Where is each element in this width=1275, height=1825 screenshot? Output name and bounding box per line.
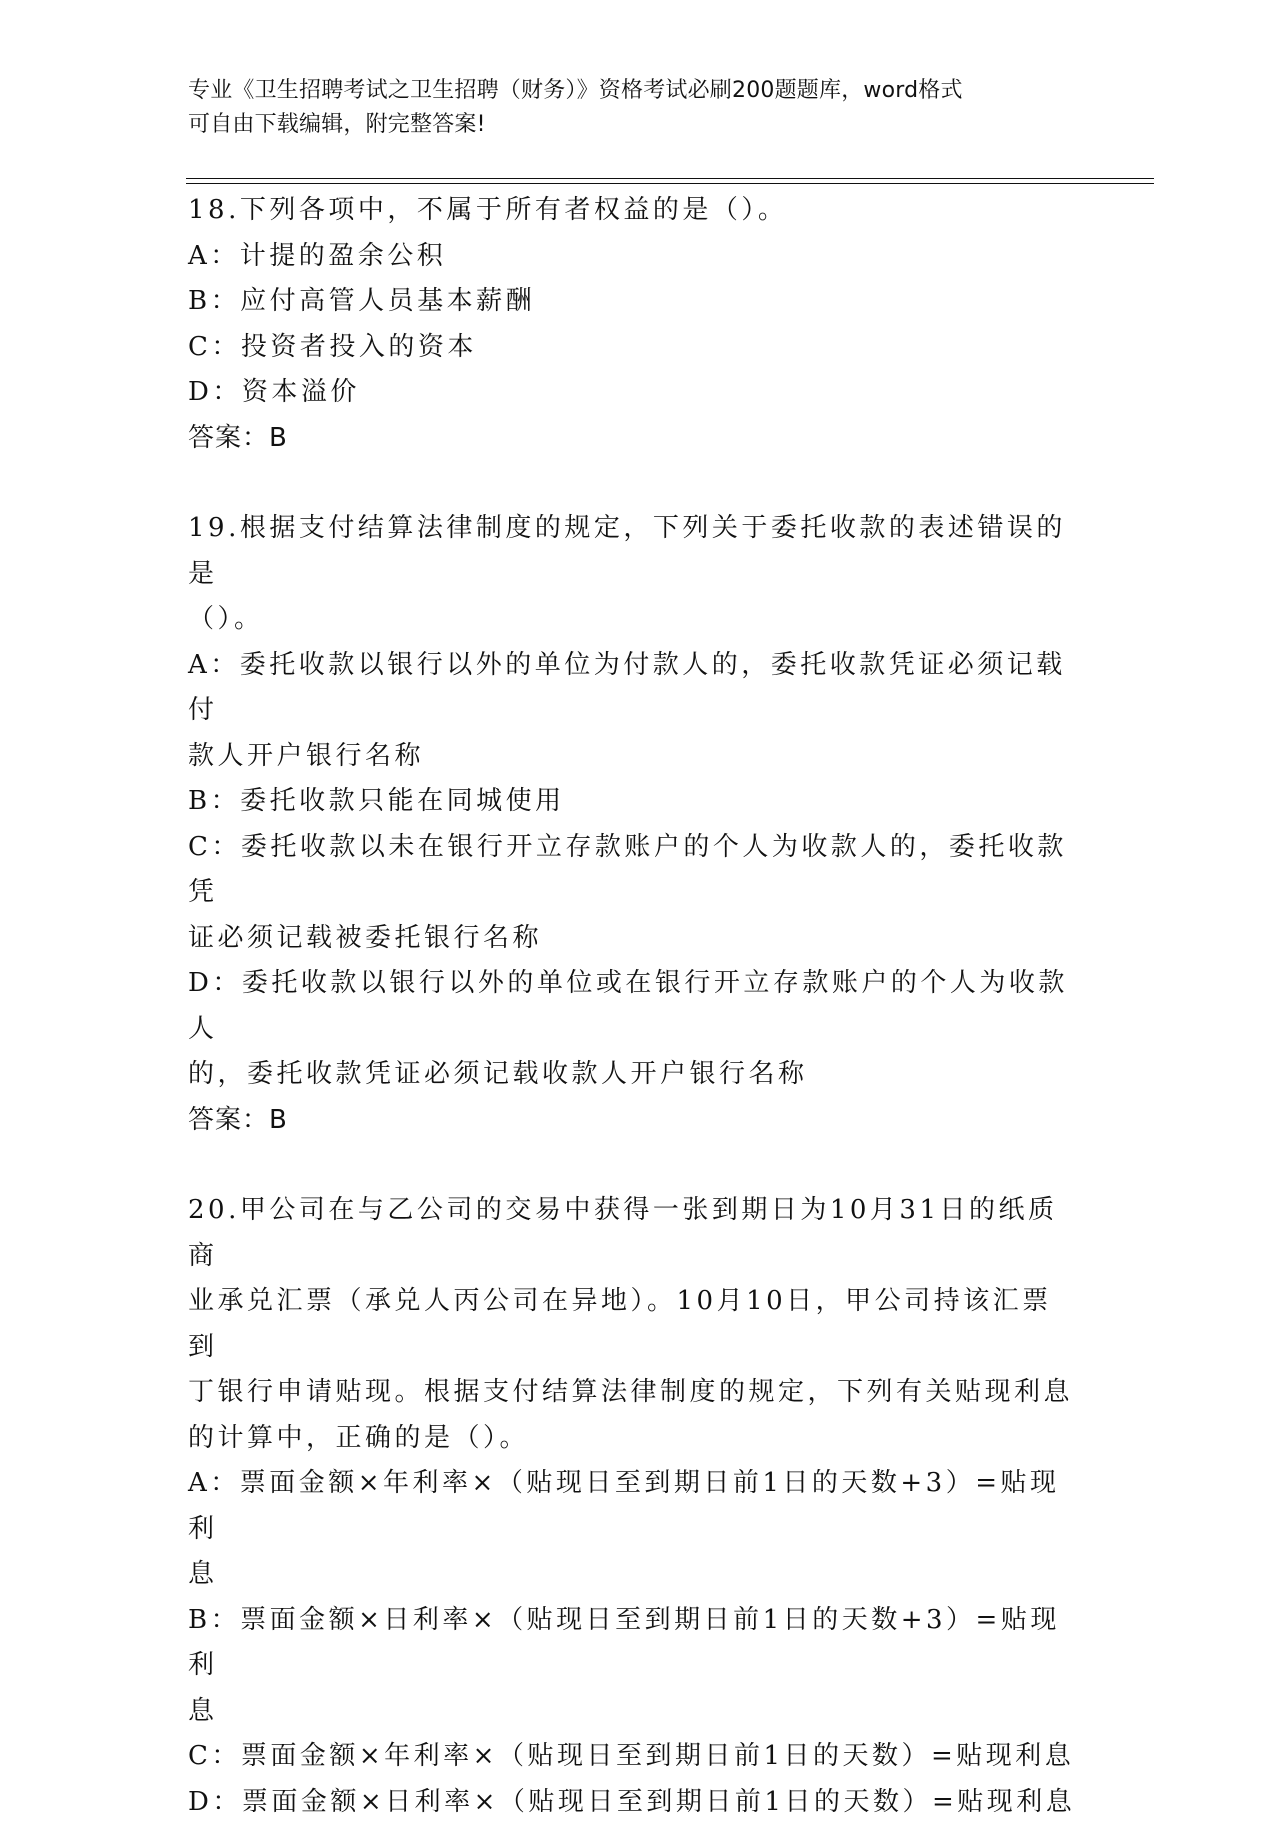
question-list	[188, 188, 1078, 1825]
option-c-line-1: C：委托收款以未在银行开立存款账户的个人为收款人的，委托收款凭	[188, 825, 1078, 916]
document-header	[188, 74, 1068, 142]
question-stem: 18.下列各项中，不属于所有者权益的是（）。	[188, 188, 1078, 234]
option-a-line-2: 款人开户银行名称	[188, 734, 1078, 780]
option-a-line-1: A：票面金额×年利率×（贴现日至到期日前1日的天数+3）=贴现利	[188, 1461, 1078, 1552]
question-20	[188, 1188, 1078, 1825]
option-d-line-1: D：委托收款以银行以外的单位或在银行开立存款账户的个人为收款人	[188, 961, 1078, 1052]
option-d-line-2: 的，委托收款凭证必须记载收款人开户银行名称	[188, 1052, 1078, 1098]
option-a-line-1: A：委托收款以银行以外的单位为付款人的，委托收款凭证必须记载付	[188, 643, 1078, 734]
question-stem-line-1: 20.甲公司在与乙公司的交易中获得一张到期日为10月31日的纸质商	[188, 1188, 1078, 1279]
question-18	[188, 188, 1078, 461]
header-line-2: 可自由下载编辑，附完整答案!	[188, 108, 1068, 142]
answer-line: 答案：B	[188, 416, 1078, 462]
option-c: C：投资者投入的资本	[188, 325, 1078, 371]
option-c-line-2: 证必须记载被委托银行名称	[188, 916, 1078, 962]
option-c: C：票面金额×年利率×（贴现日至到期日前1日的天数）=贴现利息	[188, 1734, 1078, 1780]
option-a: A：计提的盈余公积	[188, 234, 1078, 280]
option-b-line-1: B：票面金额×日利率×（贴现日至到期日前1日的天数+3）=贴现利	[188, 1598, 1078, 1689]
question-19	[188, 506, 1078, 1143]
option-a-line-2: 息	[188, 1552, 1078, 1598]
question-stem-line-2: 业承兑汇票（承兑人丙公司在异地）。10月10日，甲公司持该汇票到	[188, 1279, 1078, 1370]
header-divider-bottom	[186, 183, 1154, 184]
option-b: B：委托收款只能在同城使用	[188, 779, 1078, 825]
option-b-line-2: 息	[188, 1689, 1078, 1735]
question-stem-line-1: 19.根据支付结算法律制度的规定，下列关于委托收款的表述错误的是	[188, 506, 1078, 597]
header-line-1: 专业《卫生招聘考试之卫生招聘（财务）》资格考试必刷200题题库，word格式	[188, 74, 1068, 108]
header-divider-top	[186, 178, 1154, 179]
option-d: D：票面金额×日利率×（贴现日至到期日前1日的天数）=贴现利息	[188, 1780, 1078, 1825]
question-stem-line-2: （）。	[188, 597, 1078, 643]
question-stem-line-3: 丁银行申请贴现。根据支付结算法律制度的规定，下列有关贴现利息	[188, 1370, 1078, 1416]
option-b: B：应付高管人员基本薪酬	[188, 279, 1078, 325]
option-d: D：资本溢价	[188, 370, 1078, 416]
answer-line: 答案：B	[188, 1098, 1078, 1144]
question-stem-line-4: 的计算中，正确的是（）。	[188, 1416, 1078, 1462]
